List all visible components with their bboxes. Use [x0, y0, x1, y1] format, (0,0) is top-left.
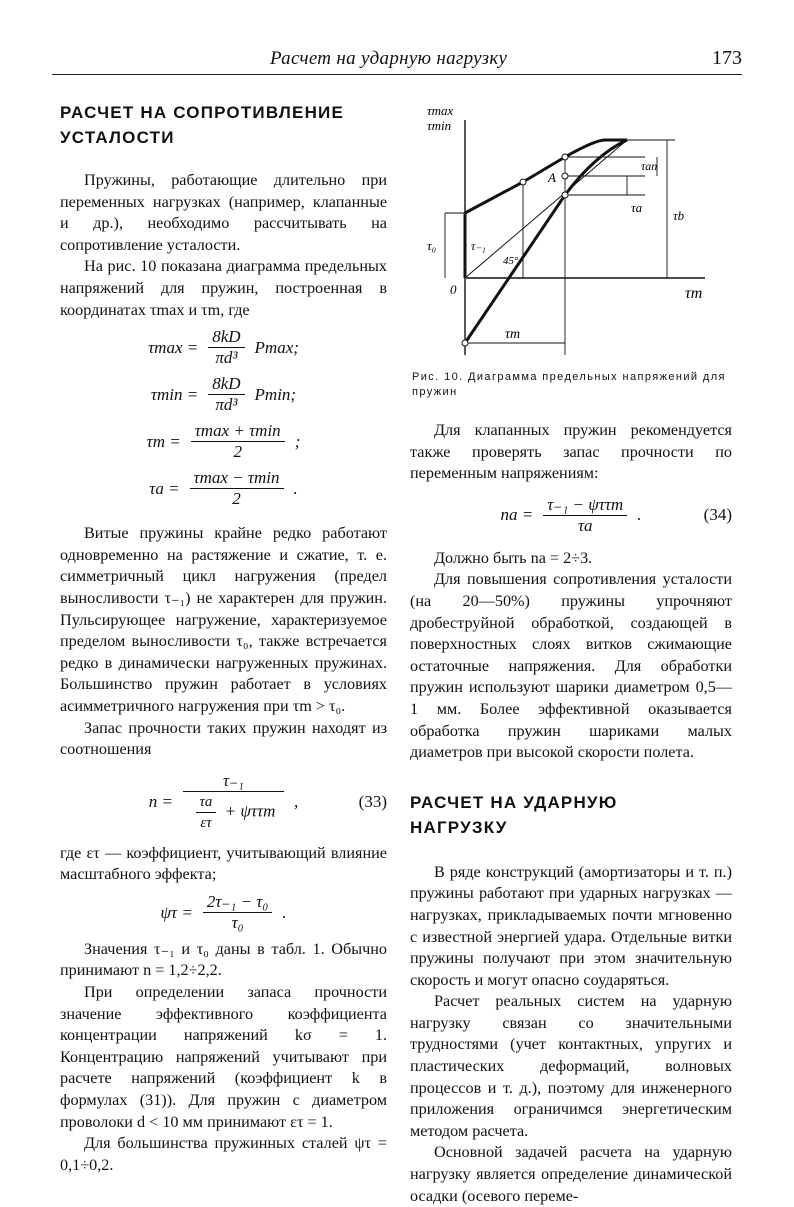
formula-rhs: ,	[293, 791, 299, 811]
label-tb: τb	[673, 208, 685, 223]
denominator: πd³	[215, 395, 238, 415]
formula-psi	[60, 892, 387, 933]
numerator: τ₋₁	[183, 771, 284, 792]
paragraph: Основной задачей расчета на ударную нагрузку является определение динамической осадки (осевого переме-	[410, 1143, 732, 1205]
paragraph: Должно быть na = 2÷3.	[434, 548, 593, 567]
figure-10	[405, 100, 745, 400]
page-number: 173	[712, 47, 742, 69]
right-column	[410, 420, 732, 1207]
numerator: τa	[196, 792, 217, 813]
paragraph: Для повышения сопротивления усталости (на 20—50%) пружины упрочняют дробеструйной обработкой, создающей в поверхностных слоях витков сжимающие остаточные напряжения. Для обработки пружин используют шарики диаметром 0,5—1 мм. Более эффективной оказывается обработка пружин шариками малых диаметров при высокой скорости полета.	[410, 570, 732, 762]
formula-rhs: .	[282, 902, 287, 922]
running-header	[52, 40, 742, 75]
point-A	[562, 173, 568, 179]
formula-lhs: τmax =	[148, 337, 199, 357]
tmin-curve	[465, 140, 627, 343]
denominator: ετ	[200, 814, 212, 831]
label-ta: τa	[631, 200, 643, 215]
formula-lhs: na =	[500, 505, 534, 525]
fraction	[203, 892, 272, 933]
formula-ta	[60, 468, 387, 509]
label-t-1: τ₋₁	[471, 239, 486, 253]
label-tm-bottom: τm	[505, 327, 521, 342]
point	[562, 192, 568, 198]
fraction	[183, 771, 284, 833]
paragraph: Пружины, работающие длительно при переменных нагрузках (например, клапанные и др.), необходимо рассчитывать на сопротивление усталости.	[60, 171, 387, 254]
denominator: τ₀	[231, 912, 244, 932]
formula-rhs: Pmax;	[254, 337, 299, 357]
paragraph: В ряде конструкций (амортизаторы и т. п.) пружины работают при ударных нагрузках — нагрузках, прикладываемых почти мгновенно с известной энергией удара. Отдельные витки пружины получают при этом значительную скорость и могут опасно соударяться.	[410, 862, 732, 989]
section-heading-fatigue: РАСЧЕТ НА СОПРОТИВЛЕНИЕ УСТАЛОСТИ	[60, 103, 345, 147]
paragraph: Для большинства пружинных сталей ψτ = 0,1÷0,2.	[60, 1134, 387, 1174]
label-tmax: τmax	[427, 103, 454, 118]
fraction	[190, 468, 284, 509]
section-heading-impact: РАСЧЕТ НА УДАРНУЮ НАГРУЗКУ	[410, 792, 618, 837]
numerator: 8kD	[208, 327, 244, 348]
formula-rhs: .	[293, 478, 298, 498]
label-t0: τ₀	[427, 238, 437, 253]
point	[562, 154, 568, 160]
figure-caption: Рис. 10. Диаграмма предельных напряжений для пружин	[412, 371, 726, 398]
denominator: 2	[233, 442, 242, 462]
paragraph: Значения τ₋₁ и τ₀ даны в табл. 1. Обычно принимают n = 1,2÷2,2.	[60, 939, 387, 980]
label-origin: 0	[450, 282, 457, 297]
label-tm-axis: τm	[685, 285, 703, 302]
numerator: 8kD	[208, 374, 244, 395]
formula-lhs: τa =	[149, 478, 180, 498]
fraction	[543, 495, 627, 536]
bisector-line	[465, 140, 627, 278]
formula-rhs: .	[637, 505, 642, 525]
formula-lhs: τmin =	[150, 384, 199, 404]
denominator	[188, 792, 280, 833]
left-column	[60, 100, 387, 1176]
denominator: πd³	[215, 348, 238, 368]
formula-rhs: ;	[294, 431, 301, 451]
paragraph: Расчет реальных систем на ударную нагрузку связан со значительными трудностями (учет контактных, упругих и пластических деформаций, волновых процессов и т. д.), поэтому для инженерного приложения ограничимся энергетическим методом расчета.	[410, 992, 732, 1140]
point	[520, 179, 526, 185]
formula-rhs: Pmin;	[254, 384, 297, 404]
numerator: τ₋₁ − ψττm	[543, 495, 627, 516]
running-title: Расчет на ударную нагрузку	[270, 48, 508, 69]
formula-tm	[60, 421, 387, 462]
paragraph: На рис. 10 показана диаграмма предельных напряжений для пружин, построенная в координатах τmax и τm, где	[60, 257, 387, 319]
paragraph: При определении запаса прочности значение эффективного коэффициента концентрации напряжений kσ = 1. Концентрацию напряжений учитывают при расчете напряжений (коэффициент k в формулах (31)). Для пружин с диаметром проволоки d < 10 мм принимают ετ = 1.	[60, 983, 387, 1131]
formula-lhs: ψτ =	[160, 902, 193, 922]
equation-number: (34)	[703, 505, 732, 525]
numerator: τmax + τmin	[191, 421, 285, 442]
label-A: A	[548, 170, 556, 185]
label-tmin: τmin	[427, 118, 452, 133]
denominator: τa	[577, 515, 593, 535]
denominator: 2	[232, 489, 241, 509]
paragraph: Витые пружины крайне редко работают одновременно на растяжение и сжатие, т. е. симметричный цикл нагружения (предел выносливости τ₋₁) не характерен для пружин. Пульсирующее нагружение, характеризуемое пределом выносливости τ₀, также встречается редко в динамически нагруженных пружинах. Большинство пружин работает в условиях асимметричного нагружения при τm > τ₀.	[60, 524, 387, 715]
formula-34	[410, 495, 732, 536]
paragraph: где ετ — коэффициент, учитывающий влияние масштабного эффекта;	[60, 843, 387, 884]
formula-lhs: τm =	[146, 431, 181, 451]
fraction-inner	[196, 792, 217, 833]
label-tan: τan	[641, 159, 658, 173]
formula-33	[60, 771, 387, 833]
equation-number: (33)	[358, 791, 387, 811]
fraction	[208, 327, 244, 368]
stress-diagram	[405, 100, 745, 370]
formula-lhs: n =	[148, 791, 173, 811]
denominator-rest: + ψττm	[224, 801, 276, 821]
numerator: τmax − τmin	[190, 468, 284, 489]
label-45: 45°	[503, 255, 519, 267]
formula-tmin	[60, 374, 387, 415]
point	[462, 340, 468, 346]
numerator: 2τ₋₁ − τ₀	[203, 892, 272, 913]
paragraph: Для клапанных пружин рекомендуется также проверять запас прочности по переменным напряжениям:	[410, 421, 732, 483]
formula-tmax	[60, 327, 387, 368]
paragraph: Запас прочности таких пружин находят из соотношения	[60, 718, 387, 759]
fraction	[208, 374, 244, 415]
fraction	[191, 421, 285, 462]
tmax-curve	[465, 140, 627, 213]
